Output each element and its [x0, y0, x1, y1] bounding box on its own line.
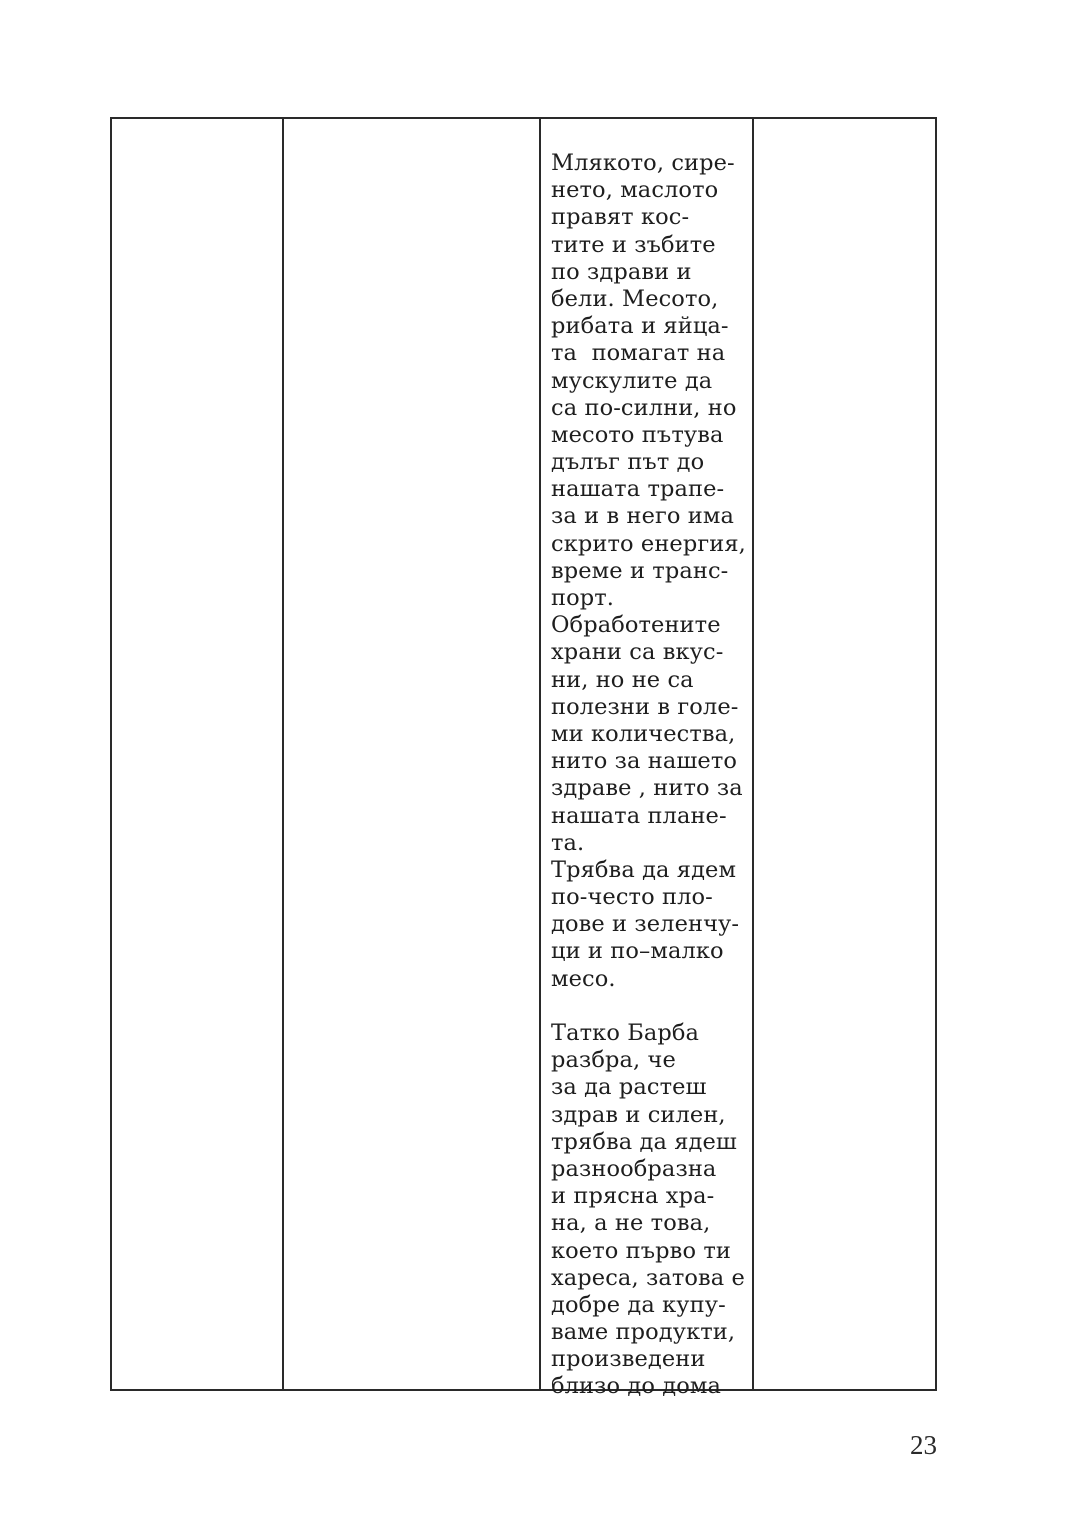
- text-line: бели. Месото,: [551, 285, 719, 312]
- text-line: ваме продукти,: [551, 1319, 736, 1346]
- text-line: Обработените: [551, 612, 721, 639]
- text-line: порт.: [551, 585, 615, 611]
- text-line: по здрави и: [551, 258, 692, 285]
- text-line: та.: [551, 829, 585, 856]
- text-line: здраве , нито за: [551, 775, 743, 802]
- text-line: нито за нашето: [551, 748, 738, 775]
- text-line: [551, 993, 756, 1020]
- text-line: тите и зъбите: [551, 231, 716, 258]
- text-line: разнообразна: [551, 1155, 717, 1182]
- text-line: ни, но не са: [551, 666, 694, 693]
- text-line: месо.: [551, 965, 616, 992]
- text-line: скрито енергия,: [551, 530, 746, 557]
- text-line: на, а не това,: [551, 1210, 711, 1237]
- text-line: дове и зеленчу-: [551, 911, 740, 938]
- text-line: нашата плане-: [551, 802, 727, 829]
- text-line: месото пътува: [551, 421, 724, 448]
- text-line: за да растеш: [551, 1074, 707, 1101]
- text-line: правят кос-: [551, 204, 690, 231]
- text-line: трябва да ядеш: [551, 1128, 737, 1155]
- text-line: нето, маслото: [551, 177, 719, 204]
- text-line: хареса, затова е: [551, 1264, 745, 1291]
- text-line: време и транс-: [551, 557, 729, 584]
- text-line: добре да купу-: [551, 1291, 726, 1318]
- column-divider-1: [282, 119, 284, 1389]
- text-line: разбра, че: [551, 1047, 676, 1074]
- text-line: Млякото, сире-: [551, 150, 735, 176]
- page-number: 23: [910, 1430, 937, 1460]
- text-line: полезни в голе-: [551, 693, 739, 720]
- text-line: мускулите да: [551, 367, 713, 394]
- text-line: та помагат на: [551, 340, 726, 367]
- text-line: здрав и силен,: [551, 1101, 726, 1128]
- text-line: произведени: [551, 1346, 706, 1373]
- text-line: Татко Барба: [551, 1020, 700, 1046]
- text-line: рибата и яйца-: [551, 313, 729, 340]
- text-line: нашата трапе-: [551, 476, 725, 503]
- text-line: са по-силни, но: [551, 394, 737, 421]
- text-line: по-често пло-: [551, 884, 713, 911]
- text-line: близо до дома: [551, 1373, 721, 1400]
- content-table: [110, 117, 937, 1400]
- text-line: ми количества,: [551, 720, 736, 747]
- text-line: за и в него има: [551, 503, 735, 530]
- text-line: дълъг път до: [551, 449, 705, 476]
- column-divider-2: [539, 119, 541, 1389]
- text-line: Трябва да ядем: [551, 856, 737, 883]
- text-line: ци и по–малко: [551, 938, 724, 965]
- text-line: и прясна хра-: [551, 1183, 715, 1210]
- text-column: [551, 119, 756, 1401]
- text-line: храни са вкус-: [551, 639, 724, 666]
- text-line: което първо ти: [551, 1237, 731, 1264]
